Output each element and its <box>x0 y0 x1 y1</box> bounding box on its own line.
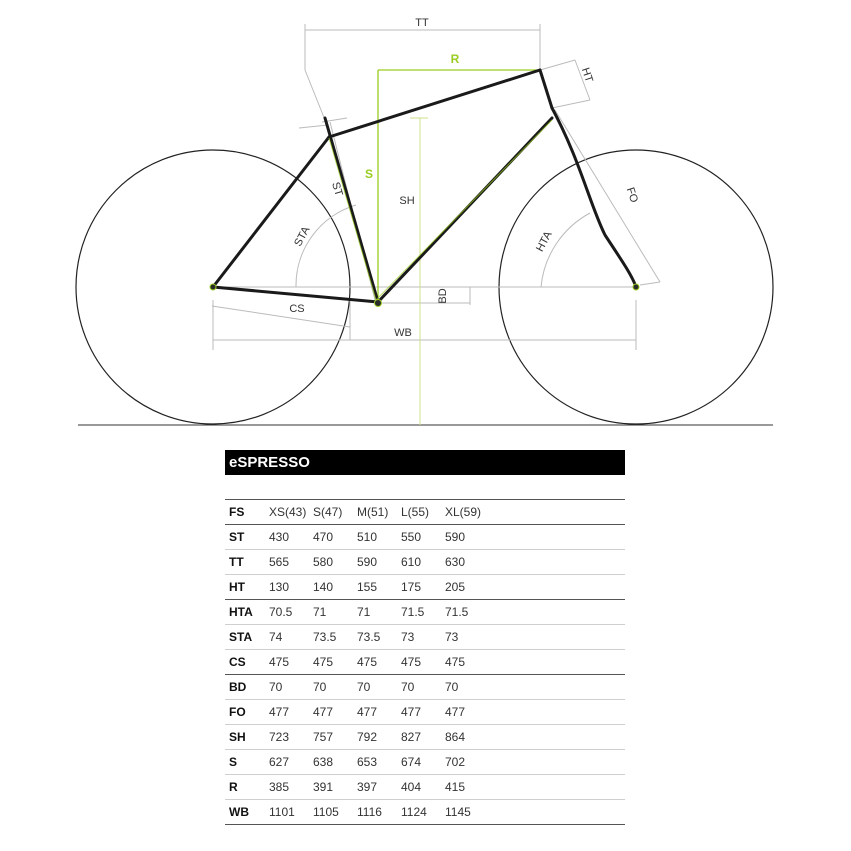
value-cell: 71.5 <box>397 600 441 625</box>
value-cell: 404 <box>397 775 441 800</box>
value-cell: 477 <box>265 700 309 725</box>
value-cell: 477 <box>441 700 485 725</box>
table-row <box>225 550 625 575</box>
row-label: R <box>225 775 265 800</box>
value-cell: 140 <box>309 575 353 600</box>
label-ht: HT <box>578 66 595 84</box>
value-cell: 1105 <box>309 800 353 825</box>
row-spacer <box>485 550 625 575</box>
front-hub <box>633 284 639 290</box>
row-spacer <box>485 775 625 800</box>
row-label: WB <box>225 800 265 825</box>
value-cell: 723 <box>265 725 309 750</box>
value-cell: 610 <box>397 550 441 575</box>
table-row <box>225 525 625 550</box>
value-cell: 630 <box>441 550 485 575</box>
value-cell: 475 <box>353 650 397 675</box>
geometry-table <box>225 499 625 825</box>
value-cell: 70 <box>397 675 441 700</box>
table-row <box>225 575 625 600</box>
value-cell: 74 <box>265 625 309 650</box>
table-row <box>225 725 625 750</box>
table-row <box>225 800 625 825</box>
table-row <box>225 700 625 725</box>
value-cell: 73.5 <box>353 625 397 650</box>
row-label: ST <box>225 525 265 550</box>
chain-stay <box>213 287 378 302</box>
row-spacer <box>485 750 625 775</box>
row-spacer <box>485 700 625 725</box>
row-label: FO <box>225 700 265 725</box>
table-row <box>225 750 625 775</box>
row-label: TT <box>225 550 265 575</box>
label-tt: TT <box>415 17 429 29</box>
value-cell: 70.5 <box>265 600 309 625</box>
value-cell: 1124 <box>397 800 441 825</box>
model-title: eSPRESSO <box>225 450 625 475</box>
value-cell: 397 <box>353 775 397 800</box>
down-tube <box>378 118 552 302</box>
row-spacer <box>485 650 625 675</box>
table-row <box>225 625 625 650</box>
row-label: S <box>225 750 265 775</box>
value-cell: 155 <box>353 575 397 600</box>
size-header-cell: XL(59) <box>441 500 485 525</box>
value-cell: 205 <box>441 575 485 600</box>
value-cell: 391 <box>309 775 353 800</box>
value-cell: 70 <box>309 675 353 700</box>
value-cell: 477 <box>309 700 353 725</box>
value-cell: 385 <box>265 775 309 800</box>
value-cell: 477 <box>397 700 441 725</box>
label-st: ST <box>329 180 345 198</box>
row-label: STA <box>225 625 265 650</box>
value-cell: 475 <box>309 650 353 675</box>
size-header-cell: M(51) <box>353 500 397 525</box>
value-cell: 1101 <box>265 800 309 825</box>
size-header-cell: L(55) <box>397 500 441 525</box>
label-s: S <box>364 167 374 181</box>
geometry-table-body <box>225 500 625 825</box>
label-cs: CS <box>289 303 305 315</box>
row-spacer <box>485 575 625 600</box>
label-sh: SH <box>399 195 415 207</box>
value-cell: 470 <box>309 525 353 550</box>
value-cell: 510 <box>353 525 397 550</box>
value-cell: 550 <box>397 525 441 550</box>
label-hta: HTA <box>534 229 555 254</box>
row-spacer <box>485 600 625 625</box>
size-header-cell: XS(43) <box>265 500 309 525</box>
value-cell: 590 <box>441 525 485 550</box>
value-cell: 73 <box>397 625 441 650</box>
row-label: BD <box>225 675 265 700</box>
row-spacer <box>485 500 625 525</box>
fork <box>552 108 636 287</box>
frame-size-label: FS <box>225 500 265 525</box>
label-fo: FO <box>623 185 640 205</box>
row-label: HTA <box>225 600 265 625</box>
row-spacer <box>485 725 625 750</box>
row-spacer <box>485 525 625 550</box>
rear-hub <box>210 284 216 290</box>
row-label: HT <box>225 575 265 600</box>
value-cell: 674 <box>397 750 441 775</box>
seat-stay <box>213 137 329 287</box>
value-cell: 827 <box>397 725 441 750</box>
value-cell: 565 <box>265 550 309 575</box>
size-header-cell: S(47) <box>309 500 353 525</box>
table-row <box>225 650 625 675</box>
table-row <box>225 600 625 625</box>
frame-highlight <box>329 120 552 300</box>
table-header-row <box>225 500 625 525</box>
value-cell: 702 <box>441 750 485 775</box>
stack-height-guide <box>410 118 428 425</box>
row-spacer <box>485 800 625 825</box>
label-wb: WB <box>394 327 412 339</box>
row-label: CS <box>225 650 265 675</box>
table-row <box>225 675 625 700</box>
value-cell: 1116 <box>353 800 397 825</box>
value-cell: 638 <box>309 750 353 775</box>
row-label: SH <box>225 725 265 750</box>
bottom-bracket <box>375 300 382 307</box>
label-sta: STA <box>292 224 313 249</box>
value-cell: 70 <box>265 675 309 700</box>
row-spacer <box>485 675 625 700</box>
value-cell: 130 <box>265 575 309 600</box>
value-cell: 627 <box>265 750 309 775</box>
value-cell: 70 <box>353 675 397 700</box>
value-cell: 73 <box>441 625 485 650</box>
value-cell: 757 <box>309 725 353 750</box>
value-cell: 1145 <box>441 800 485 825</box>
value-cell: 475 <box>397 650 441 675</box>
label-r: R <box>450 52 460 66</box>
value-cell: 590 <box>353 550 397 575</box>
value-cell: 175 <box>397 575 441 600</box>
seat-tube <box>325 118 378 302</box>
value-cell: 475 <box>441 650 485 675</box>
row-spacer <box>485 625 625 650</box>
head-tube <box>540 70 552 108</box>
value-cell: 864 <box>441 725 485 750</box>
value-cell: 71.5 <box>441 600 485 625</box>
value-cell: 73.5 <box>309 625 353 650</box>
table-row <box>225 775 625 800</box>
value-cell: 792 <box>353 725 397 750</box>
top-tube <box>329 70 540 137</box>
bike-frame <box>213 70 636 302</box>
accent-guides <box>378 70 540 302</box>
value-cell: 415 <box>441 775 485 800</box>
value-cell: 70 <box>441 675 485 700</box>
label-bd: BD <box>437 288 449 304</box>
value-cell: 71 <box>353 600 397 625</box>
value-cell: 71 <box>309 600 353 625</box>
value-cell: 653 <box>353 750 397 775</box>
value-cell: 475 <box>265 650 309 675</box>
value-cell: 580 <box>309 550 353 575</box>
value-cell: 430 <box>265 525 309 550</box>
value-cell: 477 <box>353 700 397 725</box>
